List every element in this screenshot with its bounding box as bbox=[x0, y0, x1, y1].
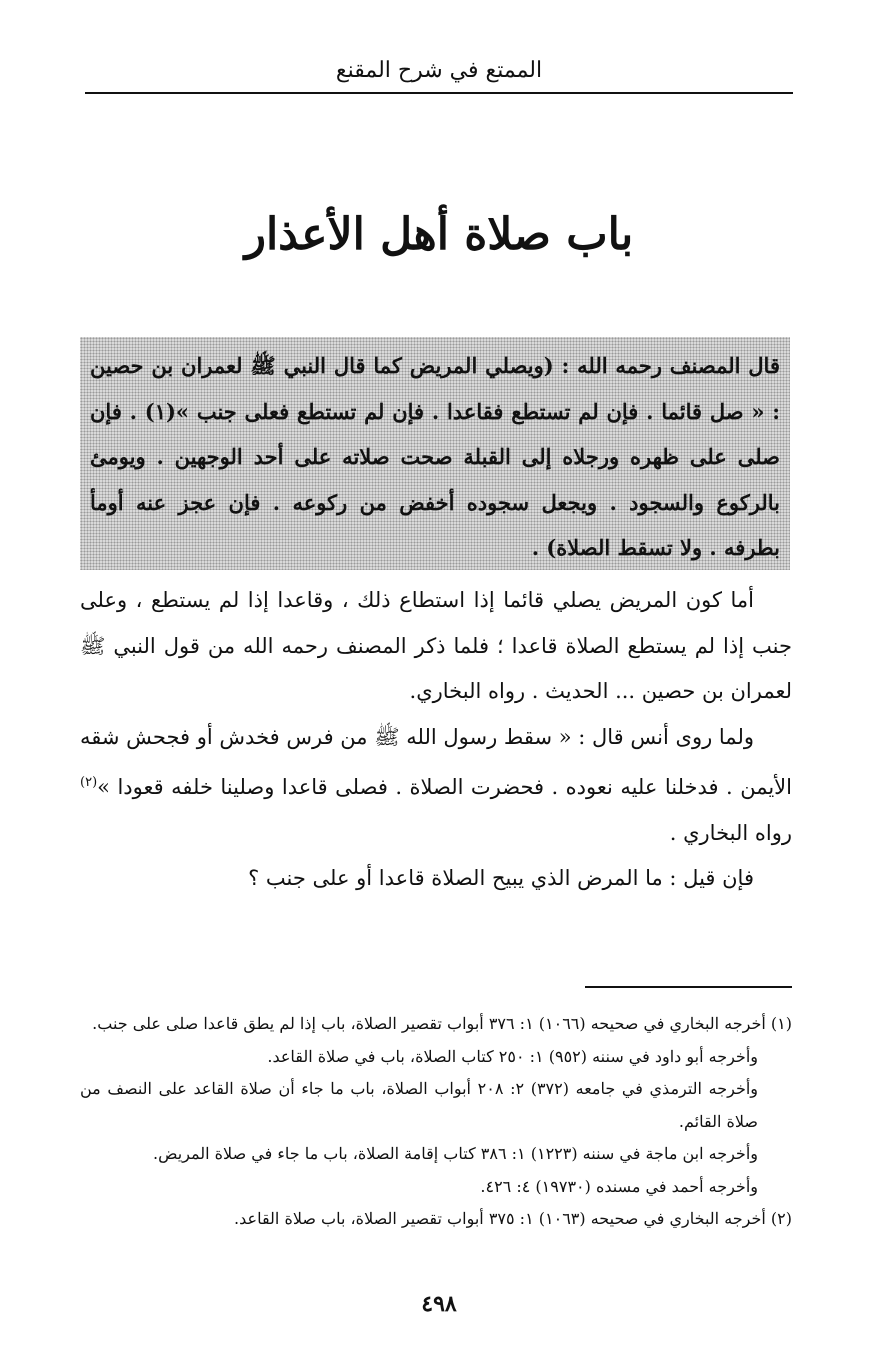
hadith-text: ولما روى أنس قال : « سقط رسول الله ﷺ من فرس فخدش أو فجحش شقه الأيمن . فدخلنا عليه نعوده . فحضرت الصلاة . فصلى قاعدا وصلينا خلفه قعودا » bbox=[80, 724, 792, 799]
footnote-1-ibnmajah: وأخرجه ابن ماجة في سننه (١٢٢٣) ١: ٣٨٦ كتاب إقامة الصلاة، باب ما جاء في صلاة المريض. bbox=[153, 1144, 758, 1163]
commentary-paragraph bbox=[80, 715, 792, 857]
footnote-1-tirmidhi: وأخرجه الترمذي في جامعه (٣٧٢) ٢: ٢٠٨ أبواب الصلاة، باب ما جاء أن صلاة القاعد على النصف من صلاة القائم. bbox=[80, 1079, 759, 1131]
matn-line: قال المصنف رحمه الله : (ويصلي المريض كما قال النبي ﷺ لعمران بن حصين : bbox=[90, 353, 781, 424]
footnote-2: (٢) أخرجه البخاري في صحيحه (١٠٦٣) ١: ٣٧٥ أبواب تقصير الصلاة، باب صلاة القاعد. bbox=[234, 1209, 792, 1228]
footnotes bbox=[80, 1008, 792, 1236]
commentary-paragraph: أما كون المريض يصلي قائما إذا استطاع ذلك ، وقاعدا إذا لم يستطع ، وعلى جنب إذا لم يستطع الصلاة قاعدا ؛ فلما ذكر المصنف رحمه الله من قول النبي ﷺ لعمران بن حصين ... الحديث . رواه البخاري. bbox=[80, 588, 792, 703]
matn-line: فإن صلى على ظهره ورجلاه إلى القبلة صحت صلاته على أحد الوجهين . ويومئ bbox=[90, 398, 780, 469]
commentary-body bbox=[80, 578, 792, 902]
footnote-1-abudawud: وأخرجه أبو داود في سننه (٩٥٢) ١: ٢٥٠ كتاب الصلاة، باب في صلاة القاعد. bbox=[267, 1046, 758, 1066]
matn-line: « صل قائما . فإن لم تستطع فقاعدا . فإن لم تستطع فعلى جنب »(١) . bbox=[129, 398, 765, 424]
running-header: الممتع في شرح المقنع bbox=[85, 50, 793, 94]
footnote-1: (١) أخرجه البخاري في صحيحه (١٠٦٦) ١: ٣٧٦ أبواب تقصير الصلاة، باب إذا لم يطق قاعدا صلى على جنب. bbox=[92, 1014, 792, 1033]
source-text: رواه البخاري . bbox=[669, 820, 792, 845]
footnote-1-ahmad: وأخرجه أحمد في مسنده (١٩٧٣٠) ٤: ٤٢٦. bbox=[480, 1176, 758, 1196]
chapter-title: باب صلاة أهل الأعذار bbox=[244, 209, 634, 260]
footnote-ref: (٢) bbox=[80, 775, 98, 790]
question-paragraph: فإن قيل : ما المرض الذي يبيح الصلاة قاعدا أو على جنب ؟ bbox=[248, 866, 754, 890]
matn-line: بالركوع والسجود . ويجعل سجوده أخفض من ركوعه . فإن عجز عنه أومأ bbox=[90, 489, 780, 515]
matn-line: بطرفه . ولا تسقط الصلاة) . bbox=[531, 535, 780, 560]
matn-text-box bbox=[80, 337, 790, 570]
page-number: ٤٩٨ bbox=[421, 1291, 457, 1317]
footnote-divider bbox=[585, 986, 792, 988]
